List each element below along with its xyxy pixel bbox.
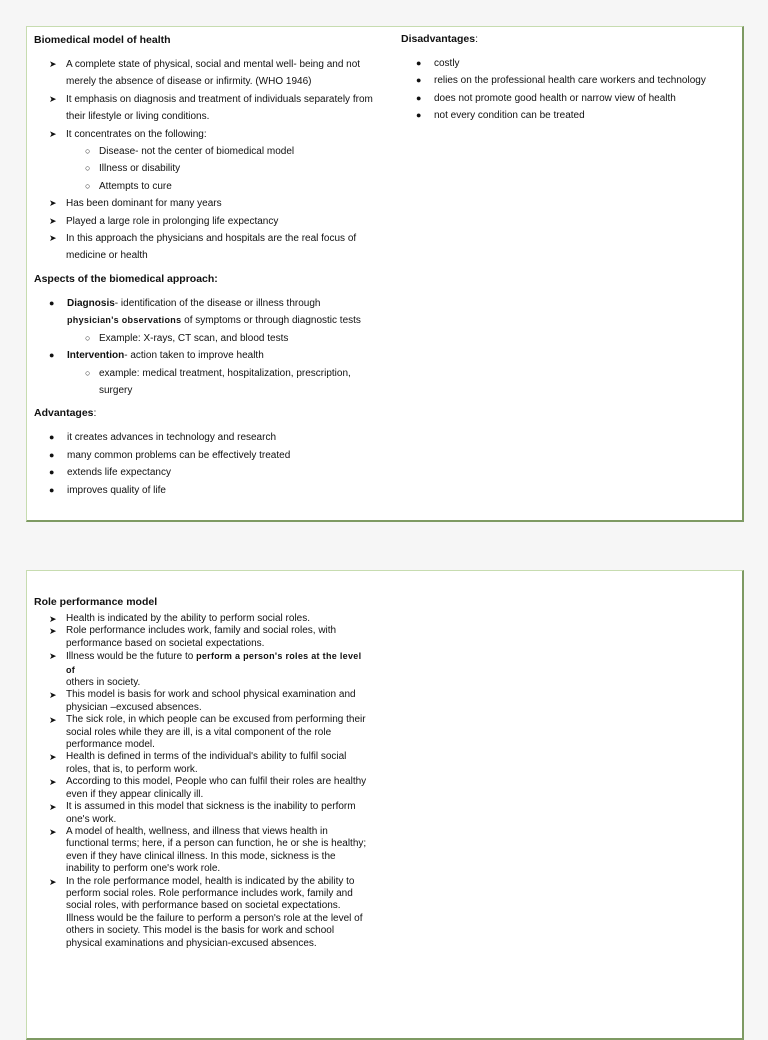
arrow-bullet-icon: ➤ <box>49 626 57 637</box>
advantages-list <box>34 429 374 499</box>
list-item: ○ example: medical treatment, hospitalization, prescription, surgery <box>34 365 374 400</box>
dot-bullet-icon: ● <box>49 467 55 478</box>
aspects-heading: Aspects of the biomedical approach: <box>34 272 218 285</box>
list-item: ➤ A complete state of physical, social and mental well- being and not merely the absence of disease or infirmity. (WHO 1946) <box>34 56 374 91</box>
list-item: ● not every condition can be treated <box>401 107 741 124</box>
biomedical-card <box>26 26 744 522</box>
dot-bullet-icon: ● <box>416 92 422 103</box>
list-item: ➤ It emphasis on diagnosis and treatment of individuals separately from their lifestyle or living conditions. <box>34 91 374 126</box>
circle-bullet-icon: ○ <box>85 332 91 343</box>
dot-bullet-icon: ● <box>49 350 55 361</box>
arrow-bullet-icon: ➤ <box>49 198 57 209</box>
dot-bullet-icon: ● <box>416 110 422 121</box>
role-performance-column <box>34 596 369 950</box>
list-item: ● Diagnosis- identification of the disease or illness through physician's observations of symptoms or through diagnostic tests <box>34 295 374 330</box>
dot-bullet-icon: ● <box>49 432 55 443</box>
list-item: ● costly <box>401 55 741 72</box>
arrow-bullet-icon: ➤ <box>49 715 57 726</box>
list-item: ➤ Has been dominant for many years <box>34 195 374 212</box>
dot-bullet-icon: ● <box>416 58 422 68</box>
arrow-bullet-icon: ➤ <box>49 128 57 139</box>
circle-bullet-icon: ○ <box>85 367 91 378</box>
list-item: ● does not promote good health or narrow view of health <box>401 90 741 107</box>
list-item: ➤ In the role performance model, health is indicated by the ability to perform social roles. Role performance includes work, family and social roles, with performance based on societal expectations. Illness would be the failure to perform a person's role at the level of others in society. This model is the basis for work and school physical examinations and physician-excused absences. <box>49 875 363 949</box>
biomedical-column <box>34 33 374 499</box>
disadvantages-list <box>401 55 741 125</box>
arrow-bullet-icon: ➤ <box>49 752 57 763</box>
list-item: ➤ In this approach the physicians and hospitals are the real focus of medicine or health <box>34 230 374 265</box>
list-item: ➤ This model is basis for work and school physical examination and physician –excused absences. <box>49 689 356 713</box>
list-item: ● it creates advances in technology and research <box>34 429 374 446</box>
list-item: ● Intervention- action taken to improve health <box>34 347 374 364</box>
list-item: ➤ Health is indicated by the ability to perform social roles. <box>49 613 311 624</box>
list-item: ➤ It is assumed in this model that sickness is the inability to perform one's work. <box>49 801 356 825</box>
arrow-bullet-icon: ➤ <box>49 59 57 69</box>
arrow-bullet-icon: ➤ <box>49 777 57 788</box>
list-item: ● improves quality of life <box>34 482 374 499</box>
list-item: ➤ Played a large role in prolonging life expectancy <box>34 213 374 230</box>
arrow-bullet-icon: ➤ <box>49 802 57 813</box>
list-item: ● relies on the professional health care workers and technology <box>401 72 741 89</box>
role-performance-card <box>26 570 744 1040</box>
arrow-bullet-icon: ➤ <box>49 651 57 662</box>
list-item: ● extends life expectancy <box>34 464 374 481</box>
arrow-bullet-icon: ➤ <box>49 233 57 244</box>
biomedical-intro-list <box>34 56 374 265</box>
list-item: ○ Disease- not the center of biomedical model <box>34 143 374 160</box>
circle-bullet-icon: ○ <box>85 163 91 174</box>
list-item: ○ Illness or disability <box>34 160 374 177</box>
arrow-bullet-icon: ➤ <box>49 215 57 226</box>
arrow-bullet-icon: ➤ <box>49 876 57 887</box>
arrow-bullet-icon: ➤ <box>49 93 57 104</box>
list-item: ➤ Illness would be the future to perform a person's roles at the level of others in society. <box>49 651 362 689</box>
role-performance-list <box>34 613 369 950</box>
list-item: ➤ It concentrates on the following: <box>34 126 374 143</box>
dot-bullet-icon: ● <box>49 297 55 308</box>
arrow-bullet-icon: ➤ <box>49 826 57 837</box>
list-item: ➤ According to this model, People who can fulfil their roles are healthy even if they appear clinically ill. <box>49 776 367 800</box>
circle-bullet-icon: ○ <box>85 146 91 157</box>
dot-bullet-icon: ● <box>49 449 55 460</box>
list-item: ➤ A model of health, wellness, and illness that views health in functional terms; here, if a person can function, he or she is healthy; even if they have clinical illness. In this mode, sickness is the inability to perform one's work role. <box>49 825 367 875</box>
arrow-bullet-icon: ➤ <box>49 614 57 624</box>
list-item: ➤ Health is defined in terms of the individual's ability to fulfil social roles, that is, to perform work. <box>49 751 347 775</box>
list-item: ➤ The sick role, in which people can be excused from performing their social roles while they are ill, is a vital component of the role performance model. <box>49 714 366 751</box>
aspects-list <box>34 295 374 399</box>
circle-bullet-icon: ○ <box>85 180 91 191</box>
list-item: ● many common problems can be effectively treated <box>34 447 374 464</box>
role-performance-title: Role performance model <box>34 596 158 608</box>
dot-bullet-icon: ● <box>416 75 422 86</box>
biomedical-title: Biomedical model of health <box>34 34 171 46</box>
dot-bullet-icon: ● <box>49 484 55 495</box>
arrow-bullet-icon: ➤ <box>49 690 57 701</box>
disadvantages-heading: Disadvantages: <box>401 33 479 45</box>
list-item: ○ Attempts to cure <box>34 178 374 195</box>
list-item: ➤ Role performance includes work, family and social roles, with performance based on societal expectations. <box>49 625 337 649</box>
list-item: ○ Example: X-rays, CT scan, and blood tests <box>34 330 374 347</box>
disadvantages-column <box>401 33 741 125</box>
advantages-heading: Advantages: <box>34 407 97 420</box>
